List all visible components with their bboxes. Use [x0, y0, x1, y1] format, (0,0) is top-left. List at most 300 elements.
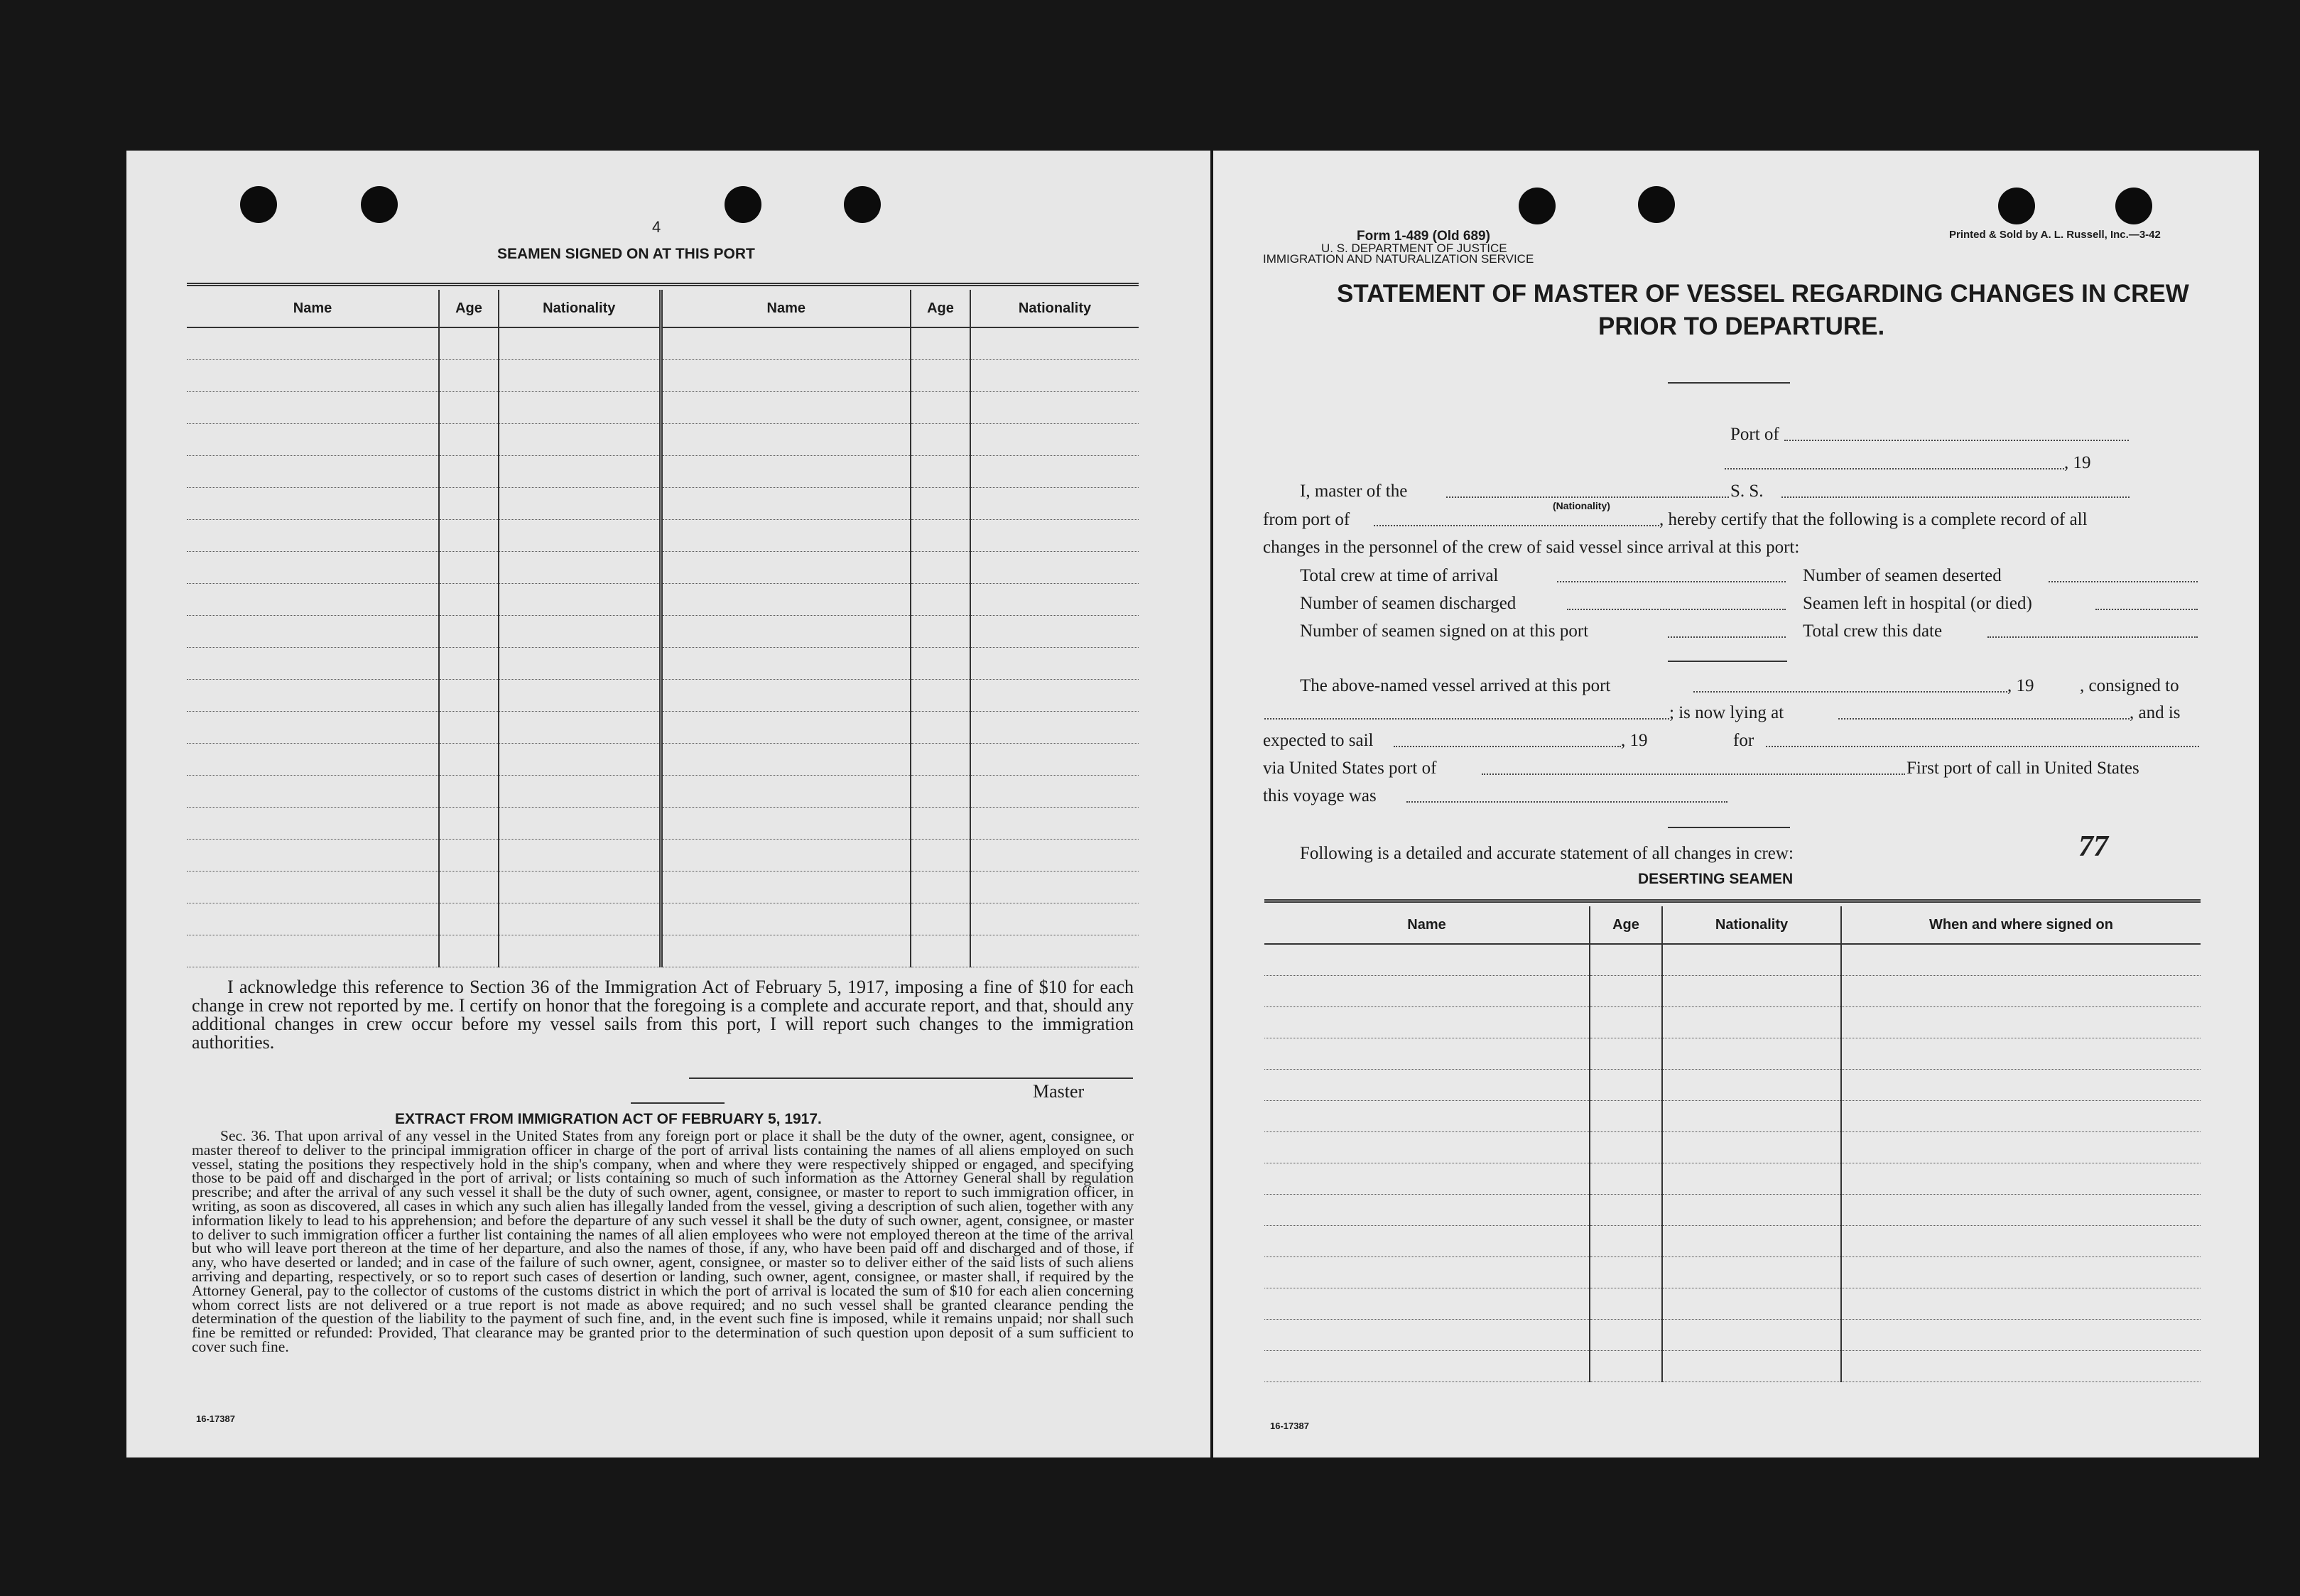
acknowledgement-paragraph: I acknowledge this reference to Section 36 of the Immigration Act of February 5, 1917, imposing a fine of $10 for each change in crew not reported by me. I certify on honor that the foregoing is a complete and accurate report, and that, should any additional changes in crew occur before my vessel sails from this port, I will report such changes to the immigration authorities.	[192, 977, 1134, 1053]
table-cell[interactable]	[1590, 1070, 1662, 1101]
table-row	[187, 520, 1139, 552]
extract-title: EXTRACT FROM IMMIGRATION ACT OF FEBRUARY 5, 1917.	[395, 1111, 822, 1127]
table-body	[1264, 944, 2201, 1382]
punch-hole	[361, 186, 398, 223]
table-cell[interactable]	[187, 903, 439, 935]
table-cell[interactable]	[911, 488, 970, 520]
for-label: for	[1733, 731, 1754, 750]
table-cell[interactable]	[1264, 1288, 1590, 1320]
table-cell[interactable]	[439, 712, 499, 744]
seamen-hospital-label: Seamen left in hospital (or died)	[1803, 594, 2032, 613]
nationality-note: (Nationality)	[1553, 500, 1610, 511]
table-cell[interactable]	[1264, 1351, 1590, 1382]
table-cell[interactable]	[1841, 1132, 2201, 1163]
table-cell[interactable]	[661, 392, 911, 424]
table-cell[interactable]	[970, 616, 1139, 648]
table-cell[interactable]	[439, 744, 499, 776]
table-cell[interactable]	[187, 872, 439, 903]
table-cell[interactable]	[1264, 1195, 1590, 1226]
total-crew-arrival-label: Total crew at time of arrival	[1300, 566, 1499, 585]
table-row	[187, 616, 1139, 648]
and-is-label: , and is	[2130, 703, 2181, 722]
table-cell[interactable]	[661, 935, 911, 967]
table-cell[interactable]	[439, 360, 499, 392]
table-cell[interactable]	[499, 488, 661, 520]
table-cell[interactable]	[1264, 1007, 1590, 1038]
table-cell[interactable]	[439, 903, 499, 935]
year-19: , 19	[2007, 676, 2034, 695]
table-cell[interactable]	[970, 680, 1139, 712]
table-cell[interactable]	[499, 840, 661, 872]
table-cell[interactable]	[1662, 1226, 1841, 1257]
table-cell[interactable]	[911, 808, 970, 840]
table-cell[interactable]	[499, 520, 661, 552]
certify-text: , hereby certify that the following is a complete record of all	[1659, 510, 2088, 529]
table-top-rule	[1264, 899, 2201, 903]
table-cell[interactable]	[661, 360, 911, 392]
table-cell[interactable]	[439, 552, 499, 584]
table-cell[interactable]	[970, 935, 1139, 967]
table-cell[interactable]	[911, 903, 970, 935]
table-cell[interactable]	[911, 520, 970, 552]
table-row	[187, 327, 1139, 360]
table-cell[interactable]	[1662, 1007, 1841, 1038]
table-cell[interactable]	[439, 488, 499, 520]
table-cell[interactable]	[1841, 1038, 2201, 1070]
table-cell[interactable]	[970, 360, 1139, 392]
table-title: SEAMEN SIGNED ON AT THIS PORT	[497, 246, 755, 262]
table-cell[interactable]	[1590, 1226, 1662, 1257]
table-cell[interactable]	[439, 392, 499, 424]
table-cell[interactable]	[1662, 1038, 1841, 1070]
seamen-signed-on-field[interactable]	[1668, 636, 1786, 638]
table-cell[interactable]	[970, 584, 1139, 616]
table-cell[interactable]	[439, 648, 499, 680]
table-cell[interactable]	[970, 327, 1139, 360]
table-row	[187, 584, 1139, 616]
table-row	[187, 840, 1139, 872]
table-cell[interactable]	[439, 616, 499, 648]
table-row	[187, 680, 1139, 712]
table-cell[interactable]	[1841, 1007, 2201, 1038]
table-cell[interactable]	[661, 808, 911, 840]
date-field[interactable]	[1725, 468, 2064, 469]
table-cell[interactable]	[439, 327, 499, 360]
divider	[1668, 382, 1790, 384]
table-cell[interactable]	[970, 424, 1139, 456]
table-cell[interactable]	[661, 456, 911, 488]
table-cell[interactable]	[1264, 1070, 1590, 1101]
table-cell[interactable]	[1841, 1351, 2201, 1382]
table-cell[interactable]	[499, 424, 661, 456]
table-cell[interactable]	[1841, 1195, 2201, 1226]
table-cell[interactable]	[661, 903, 911, 935]
table-cell[interactable]	[661, 712, 911, 744]
ss-label: S. S.	[1730, 482, 1764, 501]
table-cell[interactable]	[911, 680, 970, 712]
table-cell[interactable]	[970, 776, 1139, 808]
table-cell[interactable]	[439, 776, 499, 808]
table-cell[interactable]	[1590, 1320, 1662, 1351]
table-cell[interactable]	[187, 840, 439, 872]
table-cell[interactable]	[661, 520, 911, 552]
table-cell[interactable]	[970, 808, 1139, 840]
table-cell[interactable]	[970, 456, 1139, 488]
table-row	[1264, 1070, 2201, 1101]
table-cell[interactable]	[970, 840, 1139, 872]
table-cell[interactable]	[187, 456, 439, 488]
table-cell[interactable]	[661, 776, 911, 808]
table-cell[interactable]	[661, 648, 911, 680]
from-port-field[interactable]	[1374, 525, 1659, 526]
table-row	[187, 808, 1139, 840]
sail-date-field[interactable]	[1394, 746, 1621, 747]
table-cell[interactable]	[1662, 1132, 1841, 1163]
year-19: , 19	[2064, 453, 2091, 472]
table-row	[187, 903, 1139, 935]
consigned-to-label: , consigned to	[2080, 676, 2179, 695]
via-port-label: via United States port of	[1263, 759, 1437, 778]
form-title-line1: STATEMENT OF MASTER OF VESSEL REGARDING CHANGES IN CREW	[1337, 280, 2189, 308]
table-cell[interactable]	[499, 935, 661, 967]
now-lying-label: ; is now lying at	[1669, 703, 1784, 722]
table-cell[interactable]	[911, 424, 970, 456]
expected-sail-label: expected to sail	[1263, 731, 1374, 750]
seamen-discharged-label: Number of seamen discharged	[1300, 594, 1517, 613]
print-code: 16-17387	[1270, 1421, 1309, 1431]
column-header-age: Age	[911, 290, 970, 327]
table-cell[interactable]	[1662, 976, 1841, 1007]
column-header-nationality: Nationality	[1662, 906, 1841, 944]
changes-text: changes in the personnel of the crew of said vessel since arrival at this port:	[1263, 538, 1800, 557]
table-cell[interactable]	[439, 584, 499, 616]
table-row	[1264, 1132, 2201, 1163]
table-cell[interactable]	[439, 456, 499, 488]
table-row	[187, 872, 1139, 903]
seamen-signed-on-table	[187, 290, 1139, 967]
arrived-text: The above-named vessel arrived at this port	[1300, 676, 1611, 695]
table-cell[interactable]	[911, 776, 970, 808]
column-header-age: Age	[439, 290, 499, 327]
punch-hole	[2115, 188, 2152, 224]
table-cell[interactable]	[1264, 976, 1590, 1007]
seamen-deserted-field[interactable]	[2049, 581, 2198, 582]
table-cell[interactable]	[187, 712, 439, 744]
table-cell[interactable]	[1841, 976, 2201, 1007]
table-cell[interactable]	[187, 327, 439, 360]
table-cell[interactable]	[1662, 1070, 1841, 1101]
voyage-field[interactable]	[1406, 801, 1727, 803]
table-cell[interactable]	[1590, 1007, 1662, 1038]
table-cell[interactable]	[661, 744, 911, 776]
total-crew-date-label: Total crew this date	[1803, 621, 1943, 641]
table-cell[interactable]	[661, 872, 911, 903]
column-header-name: Name	[187, 290, 439, 327]
table-row	[187, 360, 1139, 392]
table-cell[interactable]	[499, 456, 661, 488]
table-cell[interactable]	[1264, 1101, 1590, 1132]
punch-hole	[240, 186, 277, 223]
table-cell[interactable]	[911, 456, 970, 488]
table-cell[interactable]	[1590, 1101, 1662, 1132]
table-cell[interactable]	[499, 616, 661, 648]
table-cell[interactable]	[970, 903, 1139, 935]
table-cell[interactable]	[499, 648, 661, 680]
table-cell[interactable]	[911, 648, 970, 680]
port-field[interactable]	[1784, 440, 2129, 441]
port-label: Port of	[1730, 425, 1779, 444]
table-cell[interactable]	[661, 616, 911, 648]
table-cell[interactable]	[1264, 1163, 1590, 1195]
table-cell[interactable]	[911, 584, 970, 616]
table-row	[1264, 1163, 2201, 1195]
table-cell[interactable]	[970, 744, 1139, 776]
table-cell[interactable]	[187, 648, 439, 680]
table-cell[interactable]	[661, 680, 911, 712]
table-cell[interactable]	[1841, 1226, 2201, 1257]
table-cell[interactable]	[1590, 1038, 1662, 1070]
table-cell[interactable]	[1662, 1101, 1841, 1132]
table-cell[interactable]	[1841, 1257, 2201, 1288]
table-top-rule	[187, 283, 1139, 286]
table-cell[interactable]	[187, 776, 439, 808]
table-cell[interactable]	[1264, 1132, 1590, 1163]
table-row	[1264, 1007, 2201, 1038]
table-cell[interactable]	[1841, 944, 2201, 976]
form-title-line2: PRIOR TO DEPARTURE.	[1598, 313, 1885, 340]
table-cell[interactable]	[1590, 1257, 1662, 1288]
table-cell[interactable]	[661, 424, 911, 456]
table-cell[interactable]	[499, 327, 661, 360]
table-cell[interactable]	[439, 935, 499, 967]
table-cell[interactable]	[499, 808, 661, 840]
table-row	[187, 776, 1139, 808]
table-cell[interactable]	[439, 872, 499, 903]
table-row	[1264, 1195, 2201, 1226]
table-row	[187, 552, 1139, 584]
form-number: Form 1-489 (Old 689)	[1357, 229, 1490, 244]
table-cell[interactable]	[187, 488, 439, 520]
table-row	[1264, 944, 2201, 976]
table-cell[interactable]	[187, 616, 439, 648]
lying-at-field[interactable]	[1838, 718, 2130, 720]
table-cell[interactable]	[187, 808, 439, 840]
table-cell[interactable]	[499, 392, 661, 424]
table-cell[interactable]	[1264, 1226, 1590, 1257]
table-cell[interactable]	[970, 552, 1139, 584]
table-cell[interactable]	[911, 935, 970, 967]
table-cell[interactable]	[1662, 1320, 1841, 1351]
destination-field[interactable]	[1766, 746, 2199, 747]
table-title: DESERTING SEAMEN	[1638, 871, 1794, 887]
table-cell[interactable]	[187, 392, 439, 424]
table-cell[interactable]	[1264, 1038, 1590, 1070]
table-cell[interactable]	[1662, 1257, 1841, 1288]
extract-text: Sec. 36. That upon arrival of any vessel in the United States from any foreign port or place it shall be the duty of the owner, agent, consignee, or master thereof to deliver to the principal immigration officer in charge of the port of arrival lists containing the names of all aliens employed on such vessel, stating the positions they respectively hold in the ship's company, when and where they were respectively shipped or engaged, and specifying those to be paid off and discharged in the port of arrival; or lists containing so much of such information as the Attorney General shall by regulation prescribe; and after the arrival of any such vessel it shall be the duty of such owner, agent, consignee, or master to report to such immigration officer, in writing, as soon as discovered, all cases in which any such alien has illegally landed from the vessel, giving a description of such alien, together with any information likely to lead to his apprehension; and before the departure of any such vessel it shall be the duty of such owner, agent, consignee, or master to deliver to such immigration officer a further list containing the names of all alien employees who were not employed thereon at the time of the arrival but who will leave port thereon at the time of her departure, and also the names of those, if any, who have been paid off and discharged and of those, if any, who have deserted or landed; and in case of the failure of such owner, agent, consignee, or master so to deliver either of the said lists of such aliens arriving and departing, respectively, or so to report such cases of desertion or landing, such owner, agent, consignee, or master shall, if required by the Attorney General, pay to the collector of customs of the customs district in which the port of arrival is located the sum of $10 for each alien concerning whom correct lists are not delivered or a true report is not made as above required; and no such vessel shall be granted clearance pending the determination of the question of the liability to the payment of such fine, and, in the event such fine is imposed, while it remains unpaid; nor shall such fine be remitted or refunded: Provided, That clearance may be granted prior to the determination of such question upon deposit of a sum sufficient to cover such fine.	[192, 1127, 1134, 1355]
table-cell[interactable]	[499, 680, 661, 712]
table-cell[interactable]	[439, 840, 499, 872]
column-header-nationality: Nationality	[970, 290, 1139, 327]
print-code: 16-17387	[196, 1413, 235, 1424]
table-cell[interactable]	[911, 327, 970, 360]
table-cell[interactable]	[1662, 1351, 1841, 1382]
table-cell[interactable]	[499, 776, 661, 808]
master-label: Master	[1033, 1081, 1085, 1102]
table-cell[interactable]	[187, 680, 439, 712]
table-cell[interactable]	[1590, 976, 1662, 1007]
table-row	[187, 488, 1139, 520]
right-page	[1213, 151, 2259, 1457]
vessel-name-field[interactable]	[1781, 496, 2130, 498]
table-cell[interactable]	[499, 872, 661, 903]
table-cell[interactable]	[1841, 1070, 2201, 1101]
table-cell[interactable]	[187, 552, 439, 584]
table-cell[interactable]	[499, 584, 661, 616]
following-text: Following is a detailed and accurate statement of all changes in crew:	[1300, 844, 1794, 863]
table-cell[interactable]	[1590, 944, 1662, 976]
table-cell[interactable]	[911, 840, 970, 872]
printer-credit: Printed & Sold by A. L. Russell, Inc.—3-42	[1949, 229, 2161, 241]
table-cell[interactable]	[187, 744, 439, 776]
table-cell[interactable]	[439, 680, 499, 712]
table-cell[interactable]	[439, 424, 499, 456]
page-number: 4	[652, 218, 661, 236]
table-row	[187, 935, 1139, 967]
table-cell[interactable]	[499, 744, 661, 776]
seamen-discharged-field[interactable]	[1567, 609, 1786, 610]
table-cell[interactable]	[1662, 1195, 1841, 1226]
table-cell[interactable]	[1662, 1288, 1841, 1320]
table-cell[interactable]	[1590, 1195, 1662, 1226]
column-header-name: Name	[661, 290, 911, 327]
table-row	[187, 392, 1139, 424]
table-cell[interactable]	[499, 903, 661, 935]
table-cell[interactable]	[911, 392, 970, 424]
arrival-date-field[interactable]	[1693, 691, 2007, 693]
table-cell[interactable]	[1264, 1257, 1590, 1288]
table-row	[1264, 976, 2201, 1007]
table-row	[187, 744, 1139, 776]
table-cell[interactable]	[439, 808, 499, 840]
table-cell[interactable]	[970, 648, 1139, 680]
table-cell[interactable]	[970, 872, 1139, 903]
department: U. S. DEPARTMENT OF JUSTICE	[1321, 241, 1507, 255]
table-cell[interactable]	[661, 488, 911, 520]
table-cell[interactable]	[1590, 1132, 1662, 1163]
divider	[631, 1102, 725, 1104]
table-cell[interactable]	[499, 552, 661, 584]
table-cell[interactable]	[187, 584, 439, 616]
table-cell[interactable]	[439, 520, 499, 552]
column-header-name: Name	[1264, 906, 1590, 944]
table-cell[interactable]	[1841, 1101, 2201, 1132]
table-row	[1264, 1257, 2201, 1288]
table-cell[interactable]	[187, 520, 439, 552]
table-row	[1264, 1101, 2201, 1132]
table-cell[interactable]	[970, 488, 1139, 520]
table-body	[187, 327, 1139, 967]
table-row	[187, 424, 1139, 456]
table-cell[interactable]	[970, 520, 1139, 552]
table-cell[interactable]	[911, 552, 970, 584]
table-row	[187, 712, 1139, 744]
table-cell[interactable]	[1841, 1320, 2201, 1351]
table-cell[interactable]	[1662, 1163, 1841, 1195]
table-cell[interactable]	[970, 712, 1139, 744]
divider	[1668, 661, 1787, 662]
table-row	[1264, 1288, 2201, 1320]
consignee-field[interactable]	[1264, 718, 1669, 720]
master-signature-line[interactable]	[689, 1077, 1133, 1079]
total-crew-date-field[interactable]	[1987, 636, 2198, 638]
punch-hole	[1998, 188, 2035, 224]
divider	[1668, 827, 1790, 828]
punch-hole	[725, 186, 761, 223]
punch-hole	[1638, 186, 1675, 223]
table-cell[interactable]	[911, 872, 970, 903]
nationality-field[interactable]	[1446, 496, 1729, 498]
seamen-hospital-field[interactable]	[2095, 609, 2198, 610]
table-cell[interactable]	[1590, 1351, 1662, 1382]
column-header-when-where: When and where signed on	[1841, 906, 2201, 944]
table-cell[interactable]	[661, 552, 911, 584]
from-port-label: from port of	[1263, 510, 1350, 529]
table-cell[interactable]	[661, 327, 911, 360]
master-of-the-label: I, master of the	[1300, 482, 1408, 501]
table-row	[187, 456, 1139, 488]
table-cell[interactable]	[661, 840, 911, 872]
punch-hole	[844, 186, 881, 223]
table-cell[interactable]	[911, 360, 970, 392]
seamen-signed-on-label: Number of seamen signed on at this port	[1300, 621, 1589, 641]
voyage-was-label: this voyage was	[1263, 786, 1377, 805]
table-cell[interactable]	[499, 360, 661, 392]
table-cell[interactable]	[970, 392, 1139, 424]
table-cell[interactable]	[187, 424, 439, 456]
deserting-seamen-table	[1264, 906, 2201, 1382]
table-cell[interactable]	[1841, 1288, 2201, 1320]
via-port-field[interactable]	[1482, 773, 1905, 775]
total-crew-arrival-field[interactable]	[1557, 581, 1786, 582]
table-cell[interactable]	[1590, 1163, 1662, 1195]
table-row	[1264, 1226, 2201, 1257]
column-header-age: Age	[1590, 906, 1662, 944]
table-cell[interactable]	[1590, 1288, 1662, 1320]
table-cell[interactable]	[1264, 944, 1590, 976]
table-row	[187, 648, 1139, 680]
service: IMMIGRATION AND NATURALIZATION SERVICE	[1263, 252, 1534, 266]
table-cell[interactable]	[911, 712, 970, 744]
table-cell[interactable]	[1841, 1163, 2201, 1195]
table-cell[interactable]	[499, 712, 661, 744]
table-cell[interactable]	[1662, 944, 1841, 976]
table-cell[interactable]	[187, 360, 439, 392]
table-row	[1264, 1038, 2201, 1070]
left-page	[126, 151, 1210, 1457]
table-cell[interactable]	[1264, 1320, 1590, 1351]
table-cell[interactable]	[911, 744, 970, 776]
first-port-label: First port of call in United States	[1906, 759, 2139, 778]
table-row	[1264, 1320, 2201, 1351]
table-cell[interactable]	[187, 935, 439, 967]
punch-hole	[1519, 188, 1556, 224]
table-row	[1264, 1351, 2201, 1382]
column-header-nationality: Nationality	[499, 290, 661, 327]
table-cell[interactable]	[911, 616, 970, 648]
year-19: , 19	[1621, 731, 1648, 750]
seamen-deserted-label: Number of seamen deserted	[1803, 566, 2002, 585]
table-cell[interactable]	[661, 584, 911, 616]
